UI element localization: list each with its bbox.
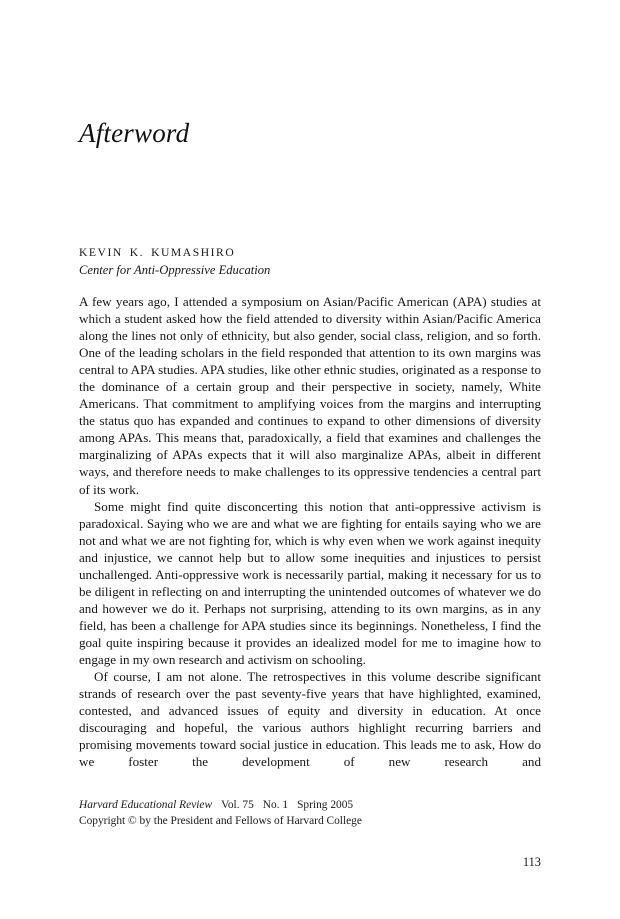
author-name: KEVIN K. KUMASHIRO (79, 246, 236, 259)
body-paragraph-2: Some might find quite disconcerting this notion that anti-oppressive activism is paradoxical. Saying who we are and what we are fighting for entails saying who we are not and what we are not fighting for, which is why even when we work against inequity and injustice, we cannot help but to allow some inequities and injustices to persist unchallenged. Anti-oppressive work is necessarily partial, making it necessary for us to be diligent in reflecting on and interrupting the unintended outcomes of whatever we do and however we do it. Perhaps not surprising, attending to its own margins, as in any field, has been a challenge for APA studies since its beginnings. Nonetheless, I find the goal quite inspiring because it provides an idealized model for me to imagine how to engage in my own research and activism on schooling. (79, 498, 541, 667)
page-title: Afterword (79, 118, 190, 148)
author-affiliation: Center for Anti-Oppressive Education (79, 263, 271, 277)
author-block (79, 244, 541, 279)
page-footer (79, 798, 541, 829)
body-paragraph-3: Of course, I am not alone. The retrospectives in this volume describe significant strands of research over the past seventy-five years that have highlighted, examined, contested, and advanced issues of equity and diversity in education. At once discouraging and hopeful, the various authors highlight recurring barriers and promising movements toward social justice in education. This leads me to ask, How do we foster the development of new research and (79, 669, 541, 770)
footer-volume: Vol. 75 (221, 799, 254, 811)
footer-copyright: Copyright © by the President and Fellows of Harvard College (79, 814, 362, 827)
footer-journal-name: Harvard Educational Review (79, 799, 213, 811)
body-paragraph-1: A few years ago, I attended a symposium on Asian/Pacific American (APA) studies at which a student asked how the field attended to diversity within Asian/Pacific America along the lines not only of ethnicity, but also gender, social class, religion, and so forth. One of the leading scholars in the field responded that attention to its own margins was central to APA studies. APA studies, like other ethnic studies, originated as a response to the dominance of a certain group and their perspective in society, namely, White Americans. That commitment to amplifying voices from the margins and interrupting the status quo has expanded and continues to expand to other dimensions of diversity among APAs. This means that, paradoxically, a field that examines and challenges the marginalizing of APAs expects that it will also marginalize APAs, albeit in different ways, and therefore needs to make challenges to its oppressive tendencies a central part of its work. (79, 294, 541, 497)
footer-season: Spring 2005 (297, 799, 354, 811)
footer-citation-line (79, 798, 541, 814)
page-number: 113 (522, 855, 541, 869)
footer-issue: No. 1 (262, 799, 289, 811)
article-body (79, 293, 541, 787)
